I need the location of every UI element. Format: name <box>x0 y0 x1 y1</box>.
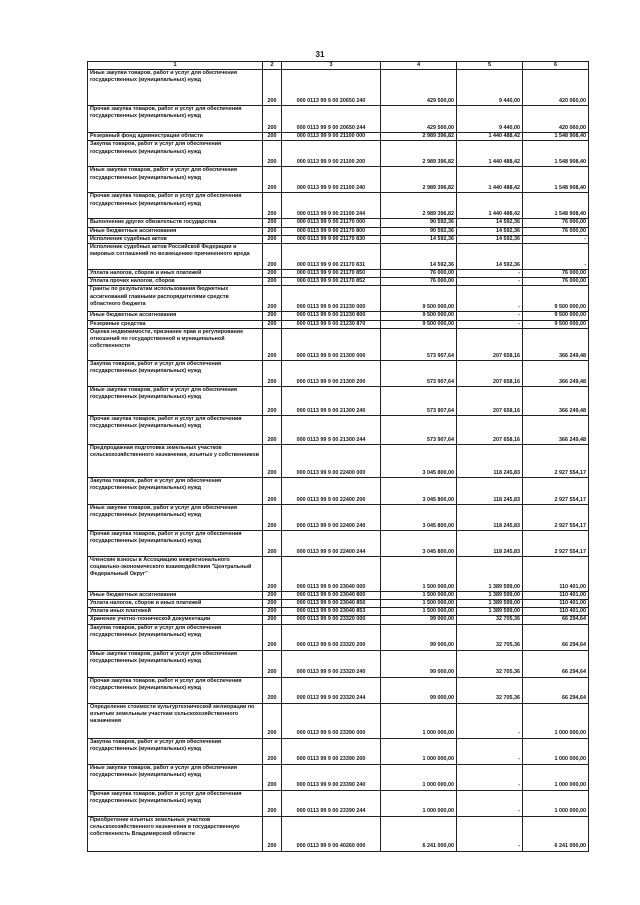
row-amount-executed-cell: - <box>457 270 523 278</box>
row-amount-approved-cell: 573 907,64 <box>381 386 457 415</box>
row-amount-remaining-cell: 2 927 554,17 <box>523 504 589 530</box>
row-kind-cell: 200 <box>263 616 282 624</box>
row-name-cell: Иные закупки товаров, работ и услуг для обеспечения государственных (муниципальных) нужд <box>88 167 263 193</box>
row-name-cell: Уплата налогов, сборов и иных платежей <box>88 600 263 608</box>
row-code-cell: 000 0113 99 9 00 23390 240 <box>282 764 381 790</box>
row-amount-executed-cell: - <box>457 703 523 738</box>
table-row <box>88 591 589 599</box>
table-row <box>88 360 589 386</box>
table-row <box>88 106 589 133</box>
row-name-cell: Закупка товаров, работ и услуг для обеспечения государственных (муниципальных) нужд <box>88 477 263 504</box>
row-kind-cell: 200 <box>263 504 282 530</box>
row-name-cell: Закупка товаров, работ и услуг для обеспечения государственных (муниципальных) нужд <box>88 141 263 167</box>
header-cell: 6 <box>523 62 589 70</box>
row-amount-remaining-cell: 2 927 554,17 <box>523 444 589 477</box>
table-row <box>88 219 589 227</box>
row-amount-executed-cell: 118 245,83 <box>457 504 523 530</box>
row-name-cell: Прочая закупка товаров, работ и услуг для обеспечения государственных (муниципальных) нужд <box>88 193 263 219</box>
table-row <box>88 477 589 504</box>
row-code-cell: 000 0113 99 9 00 22400 240 <box>282 504 381 530</box>
row-code-cell: 000 0113 99 9 00 23390 200 <box>282 738 381 764</box>
row-amount-remaining-cell: 1 000 000,00 <box>523 703 589 738</box>
row-name-cell: Иные закупки товаров, работ и услуг для обеспечения государственных (муниципальных) нужд <box>88 504 263 530</box>
table-row <box>88 320 589 328</box>
row-kind-cell: 200 <box>263 328 282 360</box>
row-amount-executed-cell: 1 389 599,00 <box>457 608 523 616</box>
row-kind-cell: 200 <box>263 703 282 738</box>
table-row <box>88 444 589 477</box>
row-amount-executed-cell: 1 440 488,42 <box>457 193 523 219</box>
row-name-cell: Оценка недвижимости, признание прав и регулирование отношений по государственной и муниципальной собственности <box>88 328 263 360</box>
table-row <box>88 270 589 278</box>
table-row <box>88 504 589 530</box>
row-amount-remaining-cell: 9 500 000,00 <box>523 286 589 312</box>
row-amount-executed-cell: 207 658,16 <box>457 360 523 386</box>
row-amount-remaining-cell: 9 500 000,00 <box>523 312 589 320</box>
row-amount-approved-cell: 76 000,00 <box>381 270 457 278</box>
row-kind-cell: 200 <box>263 556 282 591</box>
row-amount-executed-cell: 1 440 488,42 <box>457 167 523 193</box>
row-code-cell: 000 0113 99 9 00 21170 000 <box>282 219 381 227</box>
row-amount-approved-cell: 76 000,00 <box>381 278 457 286</box>
row-amount-remaining-cell: 1 000 000,00 <box>523 738 589 764</box>
row-name-cell: Прочая закупка товаров, работ и услуг для обеспечения государственных (муниципальных) нужд <box>88 106 263 133</box>
row-amount-remaining-cell: 66 294,64 <box>523 650 589 677</box>
row-amount-approved-cell: 1 000 000,00 <box>381 703 457 738</box>
page-number: 31 <box>315 50 325 59</box>
table-row <box>88 816 589 851</box>
row-name-cell: Выполнение других обязательств государства <box>88 219 263 227</box>
row-amount-approved-cell: 90 592,36 <box>381 227 457 235</box>
row-amount-executed-cell: 1 389 599,00 <box>457 556 523 591</box>
row-name-cell: Иные бюджетные ассигнования <box>88 591 263 599</box>
row-amount-approved-cell: 9 500 000,00 <box>381 286 457 312</box>
row-code-cell: 000 0113 99 9 00 21230 800 <box>282 312 381 320</box>
row-amount-remaining-cell: 76 000,00 <box>523 227 589 235</box>
row-amount-executed-cell: 32 705,36 <box>457 650 523 677</box>
row-name-cell: Членские взносы в Ассоциацию межрегионального социально-экономического взаимодействия "Центральный Федеральный Округ" <box>88 556 263 591</box>
header-cell: 2 <box>263 62 282 70</box>
row-name-cell: Гранты по результатам использования бюджетных ассигнований главными распорядителями средств областного бюджета <box>88 286 263 312</box>
row-name-cell: Иные закупки товаров, работ и услуг для обеспечения государственных (муниципальных) нужд <box>88 386 263 415</box>
row-amount-approved-cell: 1 500 000,00 <box>381 556 457 591</box>
row-kind-cell: 200 <box>263 477 282 504</box>
row-name-cell: Закупка товаров, работ и услуг для обеспечения государственных (муниципальных) нужд <box>88 738 263 764</box>
row-kind-cell: 200 <box>263 219 282 227</box>
row-kind-cell: 200 <box>263 235 282 243</box>
row-code-cell: 000 0113 99 9 00 23320 244 <box>282 677 381 703</box>
row-kind-cell: 200 <box>263 141 282 167</box>
row-amount-approved-cell: 3 045 800,00 <box>381 444 457 477</box>
row-amount-executed-cell: 118 245,83 <box>457 444 523 477</box>
row-code-cell: 000 0113 99 9 00 21100 200 <box>282 141 381 167</box>
table-row <box>88 600 589 608</box>
row-amount-remaining-cell: 366 249,48 <box>523 328 589 360</box>
table-header-row <box>88 62 589 70</box>
table-row <box>88 616 589 624</box>
row-amount-approved-cell: 1 500 000,00 <box>381 608 457 616</box>
row-kind-cell: 200 <box>263 677 282 703</box>
row-amount-executed-cell: - <box>457 764 523 790</box>
row-amount-remaining-cell: 110 401,00 <box>523 600 589 608</box>
row-kind-cell: 200 <box>263 790 282 816</box>
row-kind-cell: 200 <box>263 270 282 278</box>
row-amount-approved-cell: 1 000 000,00 <box>381 764 457 790</box>
row-amount-approved-cell: 573 907,64 <box>381 415 457 444</box>
row-code-cell: 000 0113 99 9 00 21300 200 <box>282 360 381 386</box>
row-name-cell: Резервный фонд администрации области <box>88 133 263 141</box>
table-row <box>88 167 589 193</box>
row-amount-approved-cell: 2 989 396,82 <box>381 167 457 193</box>
row-code-cell: 000 0113 99 9 00 23390 244 <box>282 790 381 816</box>
row-code-cell: 000 0113 99 9 00 21100 000 <box>282 133 381 141</box>
row-amount-approved-cell: 2 989 396,82 <box>381 133 457 141</box>
row-amount-executed-cell: 14 592,36 <box>457 244 523 270</box>
row-amount-remaining-cell: 1 548 908,40 <box>523 141 589 167</box>
row-name-cell: Определение стоимости культуртехнической мелиорации по изъятым земельным участкам сельскохозяйственного назначения <box>88 703 263 738</box>
row-amount-executed-cell: 1 389 599,00 <box>457 591 523 599</box>
row-amount-remaining-cell: 1 548 908,40 <box>523 167 589 193</box>
row-amount-approved-cell: 99 000,00 <box>381 616 457 624</box>
header-cell: 4 <box>381 62 457 70</box>
row-amount-executed-cell: 14 592,36 <box>457 227 523 235</box>
row-amount-remaining-cell: 2 927 554,17 <box>523 530 589 556</box>
row-amount-remaining-cell: 76 000,00 <box>523 219 589 227</box>
header-cell: 5 <box>457 62 523 70</box>
row-kind-cell: 200 <box>263 444 282 477</box>
row-amount-executed-cell: 207 658,16 <box>457 415 523 444</box>
row-amount-remaining-cell: 366 249,48 <box>523 415 589 444</box>
row-code-cell: 000 0113 99 9 00 22400 200 <box>282 477 381 504</box>
row-amount-executed-cell: - <box>457 320 523 328</box>
row-amount-executed-cell: 118 245,83 <box>457 477 523 504</box>
row-amount-approved-cell: 2 989 396,82 <box>381 141 457 167</box>
row-amount-approved-cell: 3 045 800,00 <box>381 504 457 530</box>
row-kind-cell: 200 <box>263 816 282 851</box>
row-amount-approved-cell: 1 500 000,00 <box>381 600 457 608</box>
row-name-cell: Иные закупки товаров, работ и услуг для обеспечения государственных (муниципальных) нужд <box>88 70 263 106</box>
row-amount-approved-cell: 3 045 800,00 <box>381 477 457 504</box>
table-row <box>88 530 589 556</box>
row-kind-cell: 200 <box>263 415 282 444</box>
row-amount-executed-cell: 1 440 488,42 <box>457 141 523 167</box>
row-code-cell: 000 0113 99 9 00 23390 000 <box>282 703 381 738</box>
row-amount-approved-cell: 1 000 000,00 <box>381 790 457 816</box>
row-name-cell: Прочая закупка товаров, работ и услуг для обеспечения государственных (муниципальных) нужд <box>88 530 263 556</box>
row-kind-cell: 200 <box>263 591 282 599</box>
row-amount-remaining-cell: - <box>523 235 589 243</box>
row-code-cell: 000 0113 99 9 00 23320 000 <box>282 616 381 624</box>
row-code-cell: 000 0113 99 9 00 22400 000 <box>282 444 381 477</box>
row-amount-executed-cell: 14 592,36 <box>457 219 523 227</box>
row-amount-approved-cell: 99 000,00 <box>381 677 457 703</box>
row-amount-remaining-cell: 1 548 908,40 <box>523 193 589 219</box>
row-amount-executed-cell: 1 440 488,42 <box>457 133 523 141</box>
row-amount-executed-cell: 14 592,36 <box>457 235 523 243</box>
row-kind-cell: 200 <box>263 360 282 386</box>
table-row <box>88 415 589 444</box>
row-amount-remaining-cell: 2 927 554,17 <box>523 477 589 504</box>
table-row <box>88 133 589 141</box>
row-code-cell: 000 0113 99 9 00 21300 244 <box>282 415 381 444</box>
row-amount-remaining-cell: 66 294,64 <box>523 677 589 703</box>
header-cell: 1 <box>88 62 263 70</box>
row-code-cell: 000 0113 99 9 00 21170 800 <box>282 227 381 235</box>
row-name-cell: Резервные средства <box>88 320 263 328</box>
row-name-cell: Иные закупки товаров, работ и услуг для обеспечения государственных (муниципальных) нужд <box>88 764 263 790</box>
row-kind-cell: 200 <box>263 167 282 193</box>
table-row <box>88 608 589 616</box>
row-name-cell: Иные закупки товаров, работ и услуг для обеспечения государственных (муниципальных) нужд <box>88 650 263 677</box>
row-amount-remaining-cell: 1 548 908,40 <box>523 133 589 141</box>
row-code-cell: 000 0113 99 9 00 22400 244 <box>282 530 381 556</box>
row-amount-executed-cell: 207 658,16 <box>457 328 523 360</box>
row-amount-executed-cell: 1 389 599,00 <box>457 600 523 608</box>
table-row <box>88 650 589 677</box>
row-code-cell: 000 0113 99 9 00 21170 852 <box>282 278 381 286</box>
row-name-cell: Уплата прочих налогов, сборов <box>88 278 263 286</box>
row-kind-cell: 200 <box>263 106 282 133</box>
row-amount-remaining-cell: 110 401,00 <box>523 591 589 599</box>
row-amount-approved-cell: 6 241 000,00 <box>381 816 457 851</box>
row-amount-remaining-cell: 1 000 000,00 <box>523 764 589 790</box>
row-amount-approved-cell: 99 000,00 <box>381 624 457 650</box>
row-code-cell: 000 0113 99 9 00 21300 240 <box>282 386 381 415</box>
table-row <box>88 278 589 286</box>
table-row <box>88 312 589 320</box>
row-amount-remaining-cell: 366 249,48 <box>523 386 589 415</box>
row-name-cell: Уплата налогов, сборов и иных платежей <box>88 270 263 278</box>
row-amount-remaining-cell: 66 294,64 <box>523 616 589 624</box>
table-row <box>88 790 589 816</box>
table-row <box>88 703 589 738</box>
row-amount-approved-cell: 429 500,00 <box>381 70 457 106</box>
budget-table <box>87 61 589 852</box>
row-amount-remaining-cell: 420 060,00 <box>523 106 589 133</box>
table-row <box>88 227 589 235</box>
row-amount-executed-cell: 9 440,00 <box>457 106 523 133</box>
row-code-cell: 000 0113 99 9 00 21170 850 <box>282 270 381 278</box>
row-kind-cell: 200 <box>263 764 282 790</box>
row-kind-cell: 200 <box>263 244 282 270</box>
header-cell: 3 <box>282 62 381 70</box>
row-amount-executed-cell: - <box>457 278 523 286</box>
row-amount-remaining-cell: 366 249,48 <box>523 360 589 386</box>
row-kind-cell: 200 <box>263 70 282 106</box>
row-amount-executed-cell: 32 705,36 <box>457 677 523 703</box>
row-amount-remaining-cell: 110 401,00 <box>523 556 589 591</box>
row-kind-cell: 200 <box>263 608 282 616</box>
row-amount-approved-cell: 2 989 396,82 <box>381 193 457 219</box>
row-code-cell: 000 0113 99 9 00 21100 240 <box>282 167 381 193</box>
row-amount-approved-cell: 3 045 800,00 <box>381 530 457 556</box>
row-kind-cell: 200 <box>263 600 282 608</box>
row-amount-executed-cell: - <box>457 286 523 312</box>
row-name-cell: Предпродажная подготовка земельных участков сельскохозяйственного назначения, изъятых у собственников <box>88 444 263 477</box>
row-name-cell: Иные бюджетные ассигнования <box>88 312 263 320</box>
row-kind-cell: 200 <box>263 386 282 415</box>
table-row <box>88 193 589 219</box>
table-row <box>88 738 589 764</box>
row-name-cell: Прочая закупка товаров, работ и услуг для обеспечения государственных (муниципальных) нужд <box>88 415 263 444</box>
table-row <box>88 556 589 591</box>
row-name-cell: Закупка товаров, работ и услуг для обеспечения государственных (муниципальных) нужд <box>88 624 263 650</box>
row-code-cell: 000 0113 99 9 00 23320 240 <box>282 650 381 677</box>
row-name-cell: Закупка товаров, работ и услуг для обеспечения государственных (муниципальных) нужд <box>88 360 263 386</box>
row-kind-cell: 200 <box>263 278 282 286</box>
row-code-cell: 000 0113 99 9 00 21100 244 <box>282 193 381 219</box>
row-code-cell: 000 0113 99 9 00 40260 000 <box>282 816 381 851</box>
row-name-cell: Прочая закупка товаров, работ и услуг для обеспечения государственных (муниципальных) нужд <box>88 677 263 703</box>
table-row <box>88 70 589 106</box>
row-kind-cell: 200 <box>263 530 282 556</box>
row-amount-remaining-cell: 6 241 000,00 <box>523 816 589 851</box>
row-kind-cell: 200 <box>263 193 282 219</box>
row-amount-executed-cell: - <box>457 790 523 816</box>
table-row <box>88 244 589 270</box>
row-amount-approved-cell: 1 000 000,00 <box>381 738 457 764</box>
row-amount-remaining-cell: 76 000,00 <box>523 270 589 278</box>
row-code-cell: 000 0113 99 9 00 23040 000 <box>282 556 381 591</box>
row-amount-executed-cell: 32 705,36 <box>457 624 523 650</box>
row-name-cell: Приобретение изъятых земельных участков сельскохозяйственного назначения в государственную собственность Владимирской области <box>88 816 263 851</box>
row-code-cell: 000 0113 99 9 00 21170 831 <box>282 244 381 270</box>
row-amount-approved-cell: 429 500,00 <box>381 106 457 133</box>
row-code-cell: 000 0113 99 9 00 23040 850 <box>282 600 381 608</box>
row-amount-remaining-cell: 420 060,00 <box>523 70 589 106</box>
row-code-cell: 000 0113 99 9 00 21230 870 <box>282 320 381 328</box>
row-amount-approved-cell: 14 592,36 <box>381 235 457 243</box>
row-amount-remaining-cell: 66 294,64 <box>523 624 589 650</box>
row-amount-remaining-cell: - <box>523 244 589 270</box>
row-code-cell: 000 0113 99 9 00 23040 853 <box>282 608 381 616</box>
row-kind-cell: 200 <box>263 738 282 764</box>
row-amount-remaining-cell: 76 000,00 <box>523 278 589 286</box>
row-amount-approved-cell: 14 592,36 <box>381 244 457 270</box>
table-row <box>88 386 589 415</box>
row-code-cell: 000 0113 99 9 00 20650 244 <box>282 106 381 133</box>
row-amount-remaining-cell: 110 401,00 <box>523 608 589 616</box>
row-amount-executed-cell: 118 245,83 <box>457 530 523 556</box>
row-amount-remaining-cell: 9 500 000,00 <box>523 320 589 328</box>
row-code-cell: 000 0113 99 9 00 21300 000 <box>282 328 381 360</box>
row-amount-executed-cell: - <box>457 312 523 320</box>
table-row <box>88 328 589 360</box>
row-amount-executed-cell: 207 658,16 <box>457 386 523 415</box>
row-code-cell: 000 0113 99 9 00 23320 200 <box>282 624 381 650</box>
row-name-cell: Иные бюджетные ассигнования <box>88 227 263 235</box>
row-code-cell: 000 0113 99 9 00 21170 830 <box>282 235 381 243</box>
row-code-cell: 000 0113 99 9 00 21230 000 <box>282 286 381 312</box>
row-name-cell: Исполнение судебных актов <box>88 235 263 243</box>
row-amount-approved-cell: 99 000,00 <box>381 650 457 677</box>
row-amount-executed-cell: - <box>457 738 523 764</box>
row-amount-approved-cell: 90 592,36 <box>381 219 457 227</box>
table-row <box>88 624 589 650</box>
row-amount-executed-cell: - <box>457 816 523 851</box>
row-amount-executed-cell: 9 440,00 <box>457 70 523 106</box>
row-amount-approved-cell: 573 907,64 <box>381 328 457 360</box>
row-kind-cell: 200 <box>263 133 282 141</box>
row-kind-cell: 200 <box>263 312 282 320</box>
row-amount-remaining-cell: 1 000 000,00 <box>523 790 589 816</box>
row-amount-executed-cell: 32 705,36 <box>457 616 523 624</box>
row-amount-approved-cell: 573 907,64 <box>381 360 457 386</box>
table-row <box>88 141 589 167</box>
row-kind-cell: 200 <box>263 650 282 677</box>
row-code-cell: 000 0113 99 9 00 20650 240 <box>282 70 381 106</box>
table-row <box>88 286 589 312</box>
row-code-cell: 000 0113 99 9 00 23040 800 <box>282 591 381 599</box>
row-amount-approved-cell: 1 500 000,00 <box>381 591 457 599</box>
table-row <box>88 677 589 703</box>
row-name-cell: Хранение учетно-технической документации <box>88 616 263 624</box>
row-name-cell: Прочая закупка товаров, работ и услуг для обеспечения государственных (муниципальных) нужд <box>88 790 263 816</box>
row-kind-cell: 200 <box>263 624 282 650</box>
row-amount-approved-cell: 9 500 000,00 <box>381 312 457 320</box>
row-name-cell: Исполнение судебных актов Российской Федерации и мировых соглашений по возмещению причиненного вреда <box>88 244 263 270</box>
row-amount-approved-cell: 9 500 000,00 <box>381 320 457 328</box>
table-row <box>88 764 589 790</box>
row-kind-cell: 200 <box>263 320 282 328</box>
row-kind-cell: 200 <box>263 227 282 235</box>
row-name-cell: Уплата иных платежей <box>88 608 263 616</box>
table-row <box>88 235 589 243</box>
row-kind-cell: 200 <box>263 286 282 312</box>
